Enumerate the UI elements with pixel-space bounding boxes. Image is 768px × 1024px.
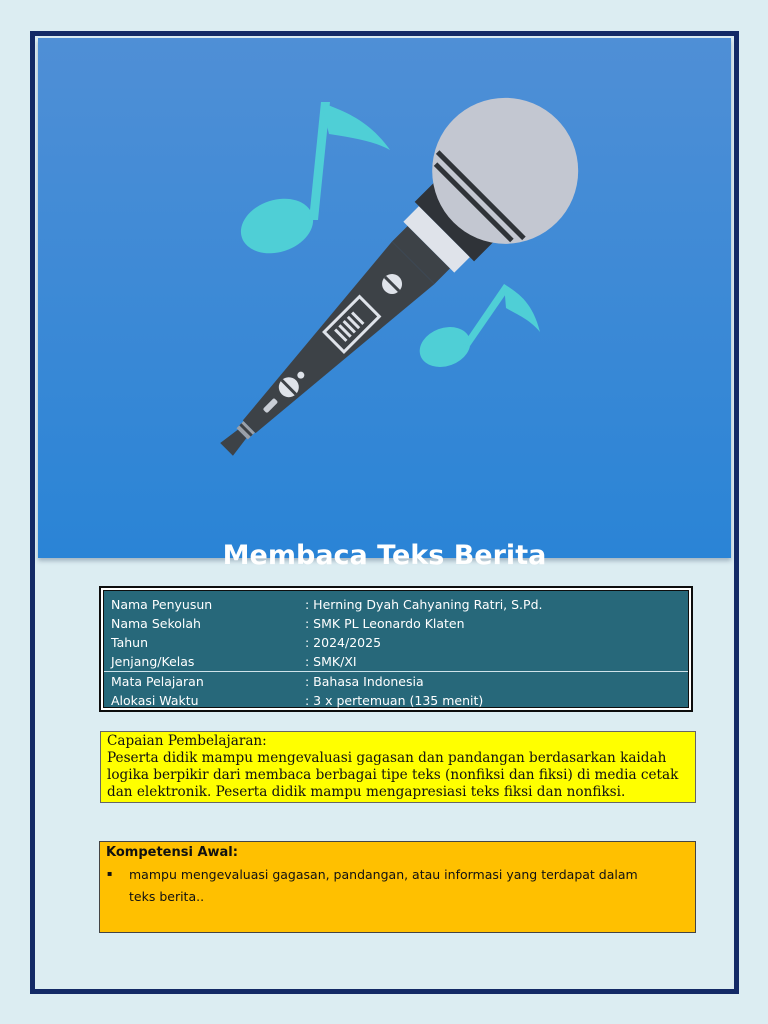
- identity-value: : 2024/2025: [305, 635, 382, 650]
- list-item: [106, 864, 689, 908]
- identity-value: : SMK PL Leonardo Klaten: [305, 616, 465, 631]
- square-bullet-icon: ▪: [107, 869, 113, 878]
- identity-label: Alokasi Waktu: [111, 693, 199, 708]
- identity-label: Nama Sekolah: [111, 616, 201, 631]
- identity-value: : 3 x pertemuan (135 menit): [305, 693, 484, 708]
- identity-row-kelas: [104, 652, 688, 671]
- identity-row-mapel: [104, 671, 688, 691]
- identity-label: Mata Pelajaran: [111, 674, 204, 689]
- identity-label: Jenjang/Kelas: [111, 654, 195, 669]
- music-note-icon: [234, 102, 390, 262]
- kompetensi-awal-box: [99, 841, 696, 933]
- identity-value: : Bahasa Indonesia: [305, 674, 424, 689]
- capaian-body: Peserta didik mampu mengevaluasi gagasan dan pandangan berdasarkan kaidah logika berpikir dari membaca berbagai tipe teks (nonfiksi dan fiksi) di media cetak dan elektronik. Peserta didik mampu mengapresiasi teks fiksi dan nonfiksi.: [107, 750, 679, 800]
- kompetensi-heading: Kompetensi Awal:: [106, 845, 238, 860]
- identity-value: : Herning Dyah Cahyaning Ratri, S.Pd.: [305, 597, 543, 612]
- cover-illustration: [38, 38, 731, 558]
- identity-row-alokasi: [104, 691, 688, 710]
- music-note-icon: [414, 284, 540, 374]
- microphone-icon: [175, 68, 608, 501]
- cover-title: Membaca Teks Berita: [222, 540, 547, 571]
- kompetensi-item-text: mampu mengevaluasi gagasan, pandangan, atau informasi yang terdapat dalam teks berita..: [129, 867, 638, 904]
- identity-label: Tahun: [111, 635, 148, 650]
- identity-label: Nama Penyusun: [111, 597, 213, 612]
- identity-row-sekolah: [104, 614, 688, 633]
- identity-table-inner: [103, 590, 689, 708]
- identity-table: [99, 586, 693, 712]
- identity-row-tahun: [104, 633, 688, 652]
- cover-banner: [38, 38, 731, 571]
- identity-row-penyusun: [104, 595, 688, 614]
- identity-value: : SMK/XI: [305, 654, 357, 669]
- capaian-heading: Capaian Pembelajaran:: [107, 733, 267, 749]
- capaian-pembelajaran-box: [100, 731, 696, 803]
